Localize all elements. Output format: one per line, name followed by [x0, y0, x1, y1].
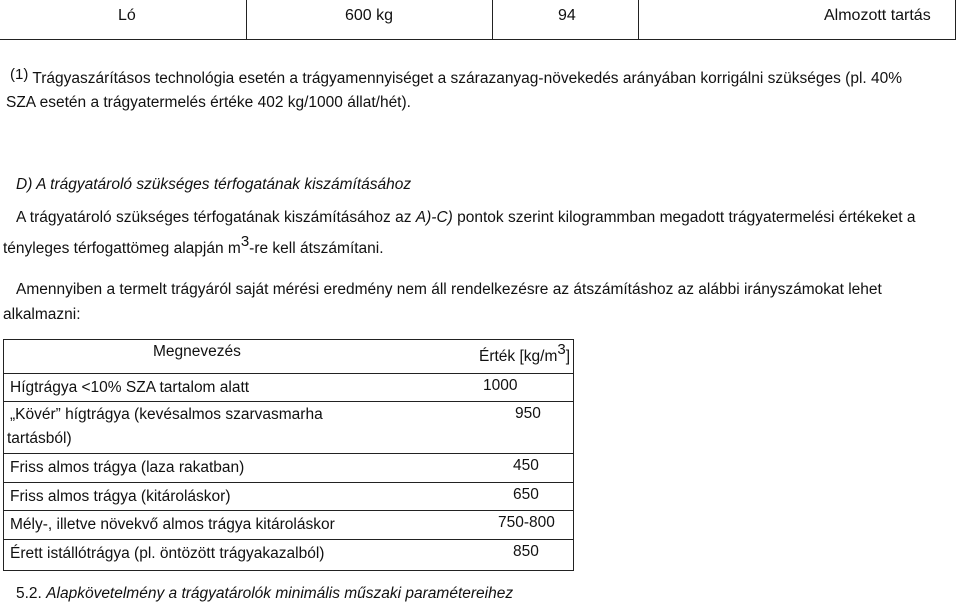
table-cell	[493, 0, 639, 40]
section-number: 5.2.	[16, 585, 42, 602]
row-value: 750-800	[498, 514, 555, 531]
cell-value: 94	[558, 7, 576, 24]
table-header	[4, 340, 573, 374]
row-name: „Kövér” hígtrágya (kevésalmos szarvasmarha	[10, 406, 323, 423]
paragraph-2-line-1: Amennyiben a termelt trágyáról saját mérési eredmény nem áll rendelkezésre az átszámításhoz az alábbi irányszámokat lehet	[16, 281, 882, 298]
section-title: Alapkövetelmény a trágyatárolók minimális műszaki paramétereihez	[46, 585, 514, 602]
row-name: Friss almos trágya (laza rakatban)	[10, 459, 245, 476]
footnote-text-1: Trágyaszárításos technológia esetén a trágyamennyiséget a szárazanyag-növekedés arányában korrigálni szükséges (pl. 40%	[32, 70, 903, 87]
table-row	[4, 374, 573, 402]
header-value	[479, 341, 571, 366]
paragraph-text: -re kell átszámítani.	[249, 240, 384, 257]
row-name: Hígtrágya <10% SZA tartalom alatt	[10, 379, 250, 396]
paragraph-text: A trágyatároló szükséges térfogatának kiszámításához az	[16, 209, 416, 226]
density-table	[3, 339, 574, 571]
paragraph-1-line-1	[16, 209, 915, 227]
table-row	[4, 454, 573, 483]
cell-weight: 600 kg	[345, 7, 394, 24]
table-row	[4, 483, 573, 511]
row-value: 850	[513, 543, 539, 560]
row-value: 650	[513, 486, 539, 503]
section-heading: D) A trágyatároló szükséges térfogatának kiszámításához	[16, 176, 412, 193]
paragraph-1-line-2	[3, 233, 384, 258]
paragraph-italic-ref: A)-C)	[415, 209, 453, 226]
footnote-text-2: SZA esetén a trágyatermelés értéke 402 kg/1000 állat/hét).	[6, 94, 411, 111]
footnote-line-1	[10, 62, 902, 91]
row-name-continued: tartásból)	[7, 430, 72, 447]
paragraph-text: pontok szerint kilogrammban megadott trágyatermelési értékeket a	[452, 209, 916, 226]
header-name: Megnevezés	[153, 343, 241, 360]
superscript-3: 3	[557, 341, 566, 358]
footnote-marker: (1)	[10, 66, 29, 83]
top-table-row	[0, 0, 956, 40]
table-cell	[247, 0, 493, 40]
row-value: 950	[515, 405, 541, 422]
cell-animal: Ló	[118, 7, 136, 24]
table-row	[4, 540, 573, 570]
row-value: 1000	[483, 377, 518, 394]
paragraph-2-line-2: alkalmazni:	[3, 306, 81, 323]
table-cell	[0, 0, 247, 40]
paragraph-text: tényleges térfogattömeg alapján m	[3, 240, 241, 257]
table-row	[4, 511, 573, 540]
header-value-text: ]	[565, 348, 571, 365]
row-name: Friss almos trágya (kitároláskor)	[10, 488, 231, 505]
header-value-text: Érték [kg/m	[479, 348, 558, 365]
next-section-heading	[16, 585, 513, 603]
row-name: Mély-, illetve növekvő almos trágya kitároláskor	[10, 516, 335, 533]
row-value: 450	[513, 457, 539, 474]
cell-housing: Almozott tartás	[824, 7, 931, 24]
superscript-3: 3	[240, 233, 250, 250]
row-name: Érett istállótrágya (pl. öntözött trágyakazalból)	[10, 545, 325, 562]
table-row	[4, 402, 573, 454]
table-cell	[639, 0, 956, 40]
